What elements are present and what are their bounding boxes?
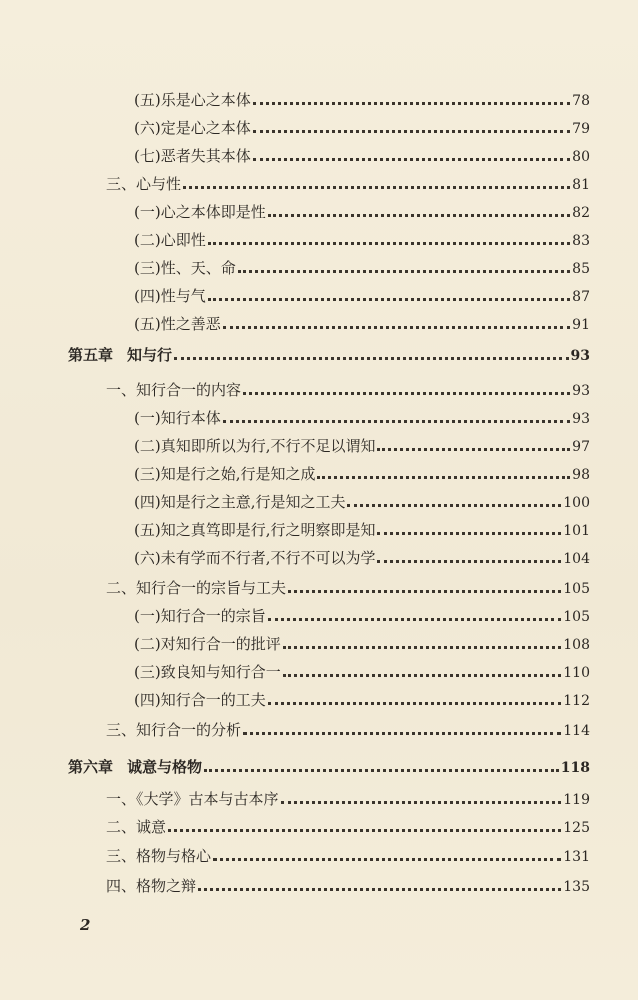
toc-entry <box>134 606 590 627</box>
toc-entry <box>134 202 590 223</box>
toc-entry-page: 97 <box>572 439 590 455</box>
dot-leader <box>377 448 570 451</box>
dot-leader <box>347 504 561 507</box>
dot-leader <box>223 326 570 329</box>
toc-entry <box>134 690 590 711</box>
toc-entry-page: 80 <box>572 149 590 165</box>
toc-entry-page: 125 <box>563 820 590 836</box>
toc-entry-page: 83 <box>572 233 590 249</box>
dot-leader <box>238 270 570 273</box>
toc-entry <box>134 314 590 335</box>
toc-entry <box>134 258 590 279</box>
toc-section <box>106 720 590 741</box>
toc-entry-title: (三)知是行之始,行是知之成 <box>134 465 316 483</box>
toc-entry-title: (四)知行合一的工夫 <box>134 691 266 709</box>
dot-leader <box>243 392 570 395</box>
toc-entry <box>134 286 590 307</box>
dot-leader <box>183 186 570 189</box>
toc-entry-title: 三、知行合一的分析 <box>106 721 242 739</box>
toc-entry-title: (四)性与气 <box>134 287 206 305</box>
toc-entry-title: (四)知是行之主意,行是知之工夫 <box>134 493 346 511</box>
toc-entry-page: 105 <box>563 581 590 597</box>
dot-leader <box>168 829 561 832</box>
toc-entry-page: 110 <box>563 665 590 681</box>
toc-entry-title: 一、知行合一的内容 <box>106 381 242 399</box>
toc-entry-title: (五)知之真笃即是行,行之明察即是知 <box>134 521 376 539</box>
toc-entry-page: 112 <box>563 693 590 709</box>
toc-entry-title: 二、知行合一的宗旨与工夫 <box>106 579 287 597</box>
toc-entry-page: 93 <box>570 348 590 364</box>
toc-entry-title: (六)未有学而不行者,不行不可以为学 <box>134 549 376 567</box>
dot-leader <box>253 102 570 105</box>
toc-entry-title: (七)恶者失其本体 <box>134 147 251 165</box>
toc-entry-page: 114 <box>563 723 590 739</box>
page-number: 2 <box>80 916 91 934</box>
toc-entry <box>134 90 590 111</box>
dot-leader <box>288 590 561 593</box>
dot-leader <box>281 801 562 804</box>
toc-entry-title: (五)性之善恶 <box>134 315 221 333</box>
dot-leader <box>268 214 570 217</box>
toc-entry-title: 三、格物与格心 <box>106 847 212 865</box>
toc-entry-title: 二、诚意 <box>106 818 167 836</box>
dot-leader <box>174 357 568 360</box>
toc-section <box>106 174 590 195</box>
toc-entry <box>134 662 590 683</box>
toc-entry <box>134 118 590 139</box>
toc-entry-title: (一)知行本体 <box>134 409 221 427</box>
toc-entry <box>134 436 590 457</box>
toc-entry-page: 104 <box>563 551 590 567</box>
toc-entry-page: 100 <box>563 495 590 511</box>
toc-entry-title: 三、心与性 <box>106 175 182 193</box>
toc-entry-page: 98 <box>572 467 590 483</box>
toc-chapter <box>68 345 590 366</box>
dot-leader <box>283 646 562 649</box>
dot-leader <box>253 158 570 161</box>
toc-entry-title: (一)心之本体即是性 <box>134 203 266 221</box>
dot-leader <box>213 858 561 861</box>
toc-entry <box>134 464 590 485</box>
dot-leader <box>268 618 562 621</box>
toc-entry-page: 81 <box>572 177 590 193</box>
toc-entry <box>134 230 590 251</box>
dot-leader <box>253 130 570 133</box>
toc-entry <box>134 492 590 513</box>
toc-entry-page: 93 <box>572 411 590 427</box>
dot-leader <box>208 242 570 245</box>
chapter-number: 第五章 <box>68 346 114 364</box>
toc-entry-page: 91 <box>572 317 590 333</box>
dot-leader <box>268 702 562 705</box>
dot-leader <box>283 674 562 677</box>
toc-section <box>106 789 590 810</box>
toc-section <box>106 380 590 401</box>
toc-entry-title: (六)定是心之本体 <box>134 119 251 137</box>
toc-entry-title: (三)性、天、命 <box>134 259 236 277</box>
toc-entry-page: 93 <box>572 383 590 399</box>
toc-entry-page: 101 <box>563 523 590 539</box>
toc-entry <box>134 146 590 167</box>
toc-entry-title: 一、《大学》古本与古本序 <box>106 790 279 808</box>
toc-entry-title: 知与行 <box>127 346 173 364</box>
toc-entry-title: (二)心即性 <box>134 231 206 249</box>
dot-leader <box>317 476 570 479</box>
dot-leader <box>377 532 561 535</box>
dot-leader <box>223 420 570 423</box>
toc-entry <box>134 634 590 655</box>
toc-entry-page: 85 <box>572 261 590 277</box>
dot-leader <box>198 888 561 891</box>
toc-entry <box>134 408 590 429</box>
toc-entry-page: 108 <box>563 637 590 653</box>
toc-entry-title: 四、格物之辩 <box>106 877 197 895</box>
toc-entry-page: 78 <box>572 93 590 109</box>
toc-entry-title: (三)致良知与知行合一 <box>134 663 281 681</box>
toc-entry-page: 118 <box>560 760 590 776</box>
toc-entry-title: 诚意与格物 <box>127 758 203 776</box>
toc-entry <box>134 520 590 541</box>
toc-entry-page: 105 <box>563 609 590 625</box>
toc-entry-title: (一)知行合一的宗旨 <box>134 607 266 625</box>
toc-section <box>106 578 590 599</box>
dot-leader <box>243 732 561 735</box>
toc-entry-title: (二)真知即所以为行,不行不足以谓知 <box>134 437 376 455</box>
toc-chapter <box>68 757 590 778</box>
toc-section <box>106 846 590 867</box>
toc-entry-page: 119 <box>563 792 590 808</box>
toc-entry-page: 87 <box>572 289 590 305</box>
toc-section <box>106 876 590 897</box>
dot-leader <box>377 560 561 563</box>
toc-entry <box>134 548 590 569</box>
toc-section <box>106 817 590 838</box>
toc-entry-title: (二)对知行合一的批评 <box>134 635 281 653</box>
toc-entry-page: 135 <box>563 879 590 895</box>
chapter-number: 第六章 <box>68 758 114 776</box>
toc-entry-page: 82 <box>572 205 590 221</box>
toc-entry-page: 131 <box>563 849 590 865</box>
toc-entry-page: 79 <box>572 121 590 137</box>
toc-entry-title: (五)乐是心之本体 <box>134 91 251 109</box>
dot-leader <box>208 298 570 301</box>
dot-leader <box>204 769 559 772</box>
